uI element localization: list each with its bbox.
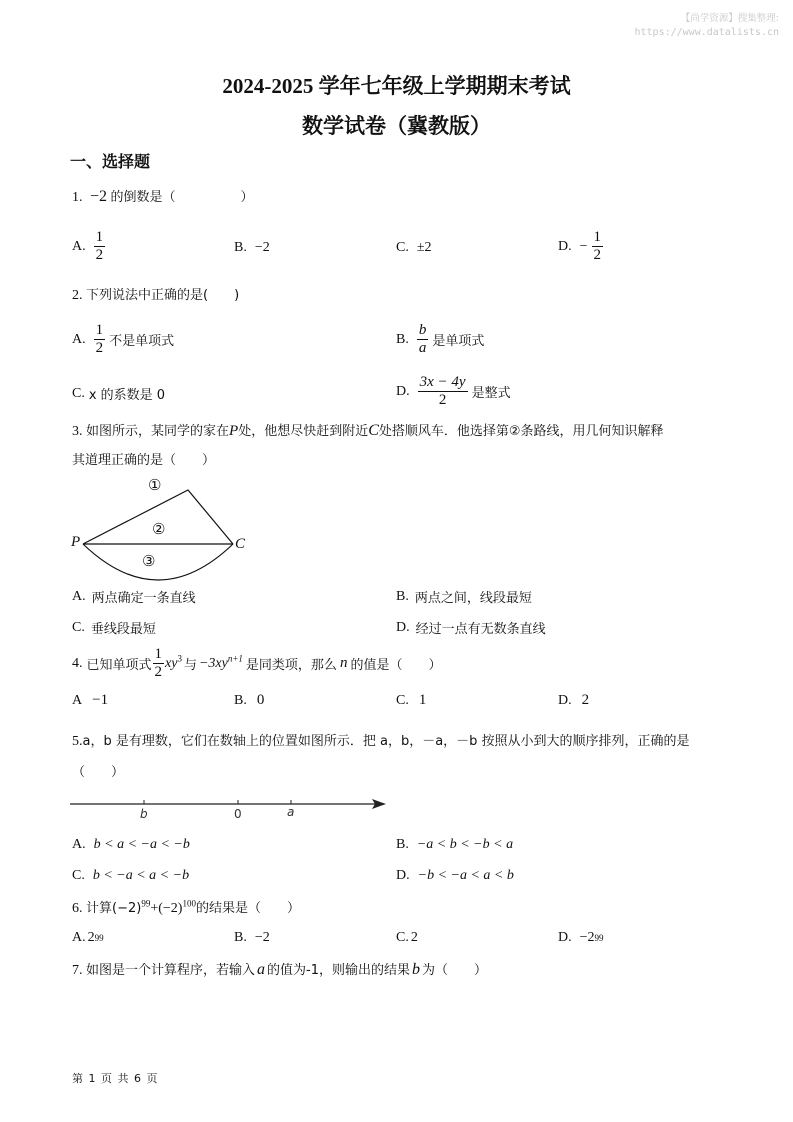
- math-expression: −2: [90, 188, 108, 205]
- question-1-option-c[interactable]: [396, 240, 432, 256]
- point-b-label: b: [140, 807, 148, 821]
- option-text: 不是单项式: [109, 334, 175, 349]
- question-text: 为（ ）: [421, 963, 487, 978]
- question-1-option-d[interactable]: [558, 229, 607, 264]
- question-text: 已知单项式: [86, 658, 152, 673]
- option-value: −2: [254, 930, 270, 945]
- denominator: a: [418, 340, 427, 356]
- question-2-option-b[interactable]: [396, 322, 484, 357]
- question-3-option-b[interactable]: [396, 587, 532, 606]
- question-4-option-b[interactable]: [234, 692, 264, 709]
- option-label: A: [72, 692, 83, 708]
- denominator: 2: [95, 247, 104, 263]
- question-text: 处，他想尽快赶到附近: [238, 424, 369, 439]
- option-base: −2: [579, 930, 595, 945]
- question-6-stem: [72, 899, 300, 919]
- option-label: D.: [558, 692, 572, 708]
- option-label: B.: [234, 692, 247, 708]
- option-label: B.: [396, 588, 409, 604]
- option-value: b < −a < a < −b: [92, 868, 190, 883]
- fraction: [94, 229, 106, 264]
- option-text: x 的系数是 0: [88, 388, 166, 403]
- question-text: 如图是一个计算程序，若输入: [86, 963, 256, 978]
- numerator: 1: [154, 646, 163, 662]
- question-3-stem-line2: 其道理正确的是（ ）: [72, 453, 216, 468]
- question-1-stem: [72, 187, 254, 208]
- question-4-option-a[interactable]: [72, 692, 108, 709]
- question-text: 的结果是（ ）: [195, 901, 300, 916]
- question-4-option-d[interactable]: [558, 692, 589, 709]
- option-value: −1: [92, 692, 109, 708]
- question-2-option-a[interactable]: [72, 322, 174, 357]
- option-text: 是单项式: [432, 334, 485, 349]
- question-2-option-d[interactable]: [396, 374, 511, 409]
- question-5-option-b[interactable]: [396, 837, 513, 853]
- question-text: 的倒数是（ ）: [110, 190, 254, 205]
- page-title: 2024-2025 学年七年级上学期期末考试: [222, 74, 571, 98]
- denominator: 2: [95, 340, 104, 356]
- question-5-stem-line1: [72, 732, 690, 752]
- fraction: [153, 646, 165, 681]
- question-number: 6.: [72, 901, 83, 916]
- origin-label: 0: [234, 807, 242, 821]
- numerator: 1: [95, 322, 104, 338]
- option-value: 0: [256, 692, 265, 708]
- option-text: 两点之间，线段最短: [414, 591, 532, 606]
- monomial-2: [198, 652, 243, 672]
- option-label: B.: [234, 930, 247, 945]
- question-4-option-c[interactable]: [396, 692, 426, 709]
- question-text: +(−2): [150, 901, 183, 916]
- point-p-label: P: [71, 534, 81, 550]
- option-label: C.: [72, 385, 85, 401]
- monomial-1: [165, 652, 182, 672]
- option-value: −b < −a < a < b: [417, 868, 514, 883]
- question-1-option-a[interactable]: [72, 229, 109, 264]
- watermark-source: 【尚学资源】搜集整理:: [680, 13, 779, 24]
- question-1-option-b[interactable]: [234, 240, 270, 256]
- watermark: [635, 12, 780, 40]
- option-value: ±2: [416, 240, 432, 255]
- exponent: n+1: [227, 652, 243, 663]
- option-label: D.: [396, 868, 410, 883]
- page-footer: 第 1 页 共 6 页: [72, 1072, 159, 1085]
- option-text: 垂线段最短: [90, 622, 156, 637]
- question-6-option-c[interactable]: [396, 930, 418, 946]
- question-6-option-b[interactable]: [234, 930, 270, 946]
- option-text: 经过一点有无数条直线: [415, 622, 546, 637]
- option-value: −2: [254, 240, 270, 255]
- routes-figure: [68, 476, 258, 584]
- option-label: B.: [234, 240, 247, 255]
- option-label: D.: [396, 383, 410, 399]
- fraction: [418, 374, 468, 409]
- option-label: A.: [72, 930, 86, 945]
- variable-c: C: [368, 422, 379, 439]
- option-label: B.: [396, 837, 409, 852]
- option-label: D.: [396, 619, 410, 635]
- question-text: 的值为-1，则输出的结果: [267, 963, 410, 978]
- option-value: −a < b < −b < a: [416, 837, 514, 852]
- question-text: 计算(−2): [86, 901, 142, 916]
- route-2-label: ②: [152, 522, 166, 538]
- question-number: 7.: [72, 963, 83, 978]
- number-line: [70, 795, 390, 825]
- question-text: 与: [183, 658, 197, 673]
- question-3-option-a[interactable]: [72, 587, 196, 606]
- question-text: 是同类项，那么: [245, 658, 337, 673]
- question-3-option-c[interactable]: [72, 618, 156, 637]
- question-5-option-c[interactable]: [72, 868, 189, 884]
- denominator: 2: [154, 664, 163, 680]
- fraction: [417, 322, 429, 357]
- question-7-stem: [72, 960, 487, 981]
- question-number: 1.: [72, 190, 83, 205]
- monomial-base: xy: [165, 655, 178, 671]
- option-label: C.: [396, 692, 409, 708]
- option-value: 2: [581, 692, 590, 708]
- option-label: C.: [72, 868, 85, 883]
- variable-p: P: [229, 423, 239, 439]
- option-label: A.: [72, 588, 86, 604]
- question-text: 的值是（ ）: [350, 658, 442, 673]
- question-text: 处搭顺风车．他选择第②条路线，用几何知识解释: [378, 424, 664, 439]
- question-4-stem: [72, 646, 441, 681]
- option-text: 两点确定一条直线: [91, 591, 196, 606]
- point-c-label: C: [235, 536, 246, 552]
- route-3-label: ③: [142, 554, 156, 570]
- variable-n: n: [339, 655, 348, 671]
- option-base: 2: [87, 930, 95, 945]
- option-value: b < a < −a < −b: [93, 837, 190, 852]
- section-heading: 一、选择题: [70, 152, 151, 171]
- option-label: D.: [558, 930, 572, 945]
- numerator: 3x − 4y: [419, 374, 466, 390]
- option-label: A.: [72, 238, 86, 254]
- denominator: 2: [593, 247, 602, 263]
- monomial-base: −3xy: [198, 655, 228, 671]
- question-6-option-a[interactable]: A. 2 99: [72, 930, 104, 945]
- option-label: A.: [72, 837, 86, 852]
- option-label: B.: [396, 331, 409, 347]
- option-label: C.: [396, 930, 409, 945]
- variable-b: b: [411, 961, 420, 978]
- minus-sign: −: [579, 238, 588, 254]
- question-number: 3.: [72, 424, 83, 439]
- question-text: a，b 是有理数，它们在数轴上的位置如图所示．把 a，b，－a，－b 按照从小到大的顺序排列，正确的是: [82, 734, 690, 749]
- numerator: 1: [95, 229, 104, 245]
- route-1-label: ①: [148, 478, 162, 494]
- variable-a: a: [257, 961, 266, 978]
- question-text: 下列说法中正确的是( ): [86, 288, 240, 303]
- option-text: 是整式: [471, 386, 511, 401]
- option-label: C.: [72, 619, 85, 635]
- question-6-option-d[interactable]: D. −2 99: [558, 930, 604, 945]
- number-line-axis: [70, 795, 390, 825]
- question-5-stem-line2: （ ）: [72, 765, 125, 780]
- page-subtitle: 数学试卷（冀教版）: [302, 114, 491, 138]
- option-label: D.: [558, 238, 572, 254]
- question-number: 2.: [72, 288, 83, 303]
- question-5-option-d[interactable]: [396, 868, 514, 884]
- exponent: 3: [177, 652, 182, 663]
- question-3-option-d[interactable]: [396, 618, 546, 637]
- denominator: 2: [438, 392, 447, 408]
- question-text: 如图所示，某同学的家在: [86, 424, 230, 439]
- option-label: A.: [72, 331, 86, 347]
- question-2-stem: [72, 286, 239, 306]
- exponent: 100: [182, 898, 196, 909]
- numerator: b: [418, 322, 427, 338]
- question-number: 5.: [72, 734, 83, 749]
- numerator: 1: [593, 229, 602, 245]
- question-2-option-c[interactable]: [72, 384, 165, 403]
- fraction: [592, 229, 604, 264]
- watermark-url: https://www.datalists.cn: [634, 27, 779, 38]
- question-number: 4.: [72, 655, 83, 671]
- option-label: C.: [396, 240, 409, 255]
- point-a-label: a: [287, 805, 295, 819]
- option-value: 1: [418, 692, 427, 708]
- question-3-stem-line1: [72, 421, 664, 442]
- exponent: 99: [141, 898, 151, 909]
- fraction: [94, 322, 106, 357]
- option-value: 2: [410, 930, 418, 945]
- question-5-option-a[interactable]: [72, 837, 190, 853]
